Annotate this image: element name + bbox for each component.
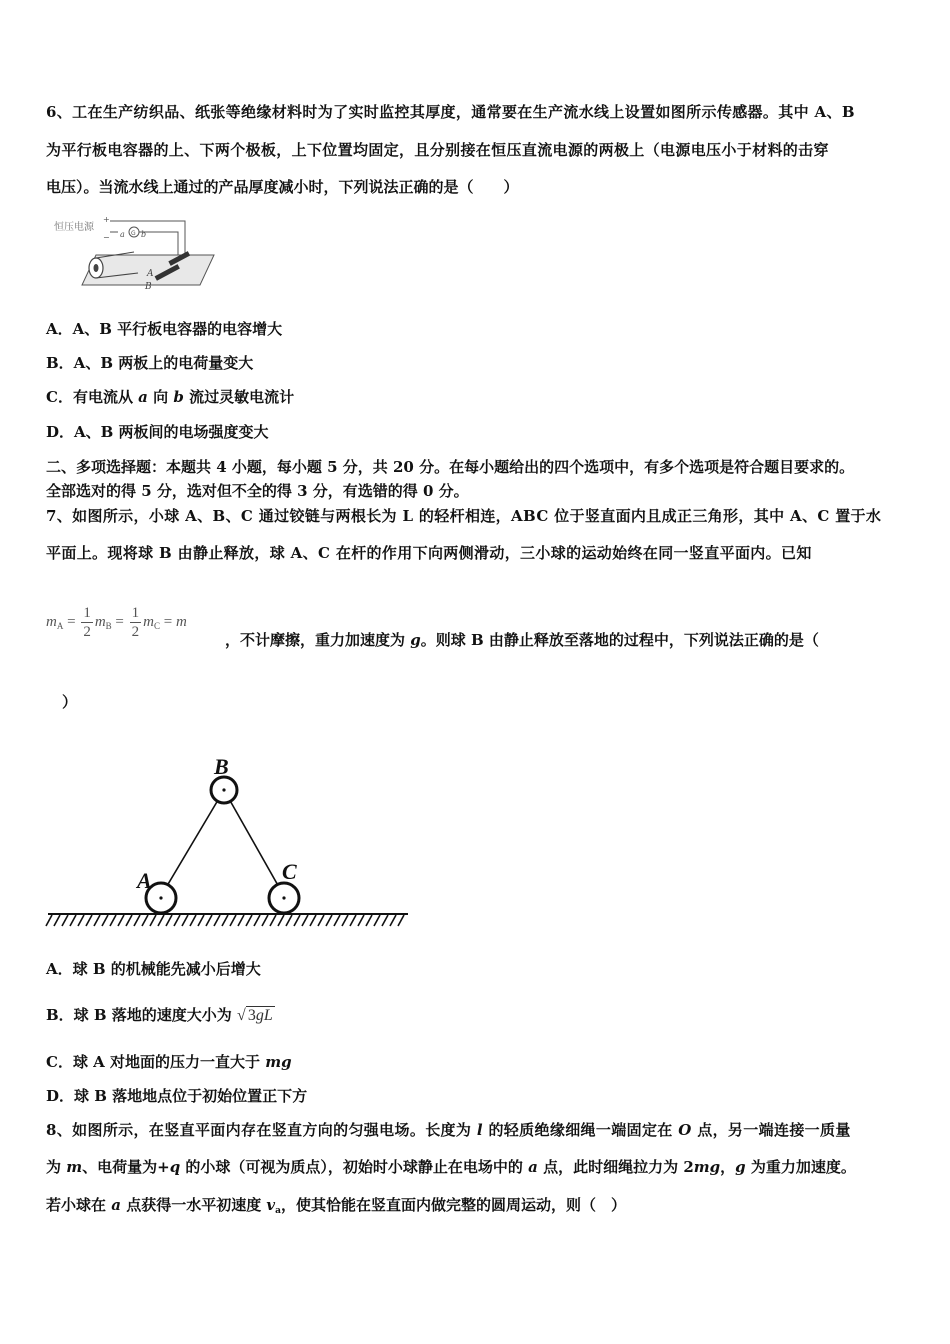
q7-line3-post: 。则球 B 由静止释放至落地的过程中，下列说法正确的是（	[420, 631, 819, 649]
q6-option-c-b: b	[173, 388, 184, 406]
ball-c-label: C	[282, 859, 297, 884]
q8-line2-mid1: 、电荷量为+	[82, 1158, 170, 1176]
rod-bc	[224, 790, 284, 896]
sqrt-number: 3	[247, 1007, 256, 1024]
galvanometer-b-label: b	[141, 230, 147, 239]
q7-option-c-pre: C．球 A 对地面的压力一直大于	[46, 1053, 266, 1071]
capacitor-sensor-figure	[50, 210, 220, 292]
power-plus: +	[103, 215, 110, 224]
ball-a-pin	[159, 896, 162, 899]
q8-line1-post: 点，另一端连接一质量	[691, 1121, 851, 1139]
q6-option-c-a: a	[138, 388, 148, 406]
q8-line2-mid3: 点，此时细绳拉力为 2	[537, 1158, 694, 1176]
ground-hatching	[46, 915, 404, 926]
q7-option-b	[46, 1005, 275, 1026]
q8-line2	[46, 1157, 856, 1177]
roll-left-core	[94, 264, 99, 272]
q7-line3-pre: ，不计摩擦，重力加速度为	[225, 631, 411, 649]
q7-line2: 平面上。现将球 B 由静止释放，球 A、C 在杆的作用下向两侧滑动，三小球的运动始终在同一竖直平面内。已知	[46, 544, 812, 562]
q8-line3	[46, 1195, 626, 1221]
ball-c-pin	[282, 896, 285, 899]
formula-frac-2-den: 2	[131, 624, 140, 640]
formula-m-b: m	[94, 613, 106, 630]
q6-line1: 6、工在生产纺织品、纸张等绝缘材料时为了实时监控其厚度，通常要在生产流水线上设置如图所示传感器。其中 A、B	[46, 103, 855, 121]
q8-line2-m: m	[66, 1158, 83, 1176]
formula-m-a: m	[46, 613, 57, 630]
q8-line2-g: g	[735, 1158, 746, 1176]
q6-option-c-pre: C．有电流从	[46, 388, 139, 406]
q8-line2-mg: mg	[693, 1158, 721, 1176]
q7-mass-formula	[46, 604, 187, 652]
q7-line3-g: g	[410, 631, 421, 649]
q8-line2-mid4: ，	[720, 1158, 736, 1176]
galvanometer-g-label: G	[131, 230, 136, 237]
section2-line2: 全部选对的得 5 分，选对但不全的得 3 分，有选错的得 0 分。	[46, 482, 469, 500]
ball-a-label: A	[137, 868, 152, 893]
triangle-balls-figure	[44, 752, 414, 930]
formula-frac-1-num: 1	[83, 605, 91, 621]
section2-line1: 二、多项选择题：本题共 4 小题，每小题 5 分，共 20 分。在每小题给出的四个选项中，有多个选项是符合题目要求的。	[46, 458, 855, 476]
q6-option-a: A．A、B 平行板电容器的电容增大	[46, 320, 283, 338]
power-minus: −	[103, 233, 110, 242]
formula-m-result: m	[175, 613, 187, 630]
q7-option-c	[46, 1052, 292, 1072]
q7-line3	[225, 630, 819, 650]
power-label: 恒压电源	[54, 222, 94, 233]
q8-line2-q: q	[169, 1158, 181, 1176]
q8-line2-pre: 为	[46, 1158, 67, 1176]
q8-line2-post: 为重力加速度。	[745, 1158, 856, 1176]
ball-b-label: B	[214, 754, 229, 779]
upper-wire	[110, 221, 185, 258]
plate-a-label: A	[147, 269, 154, 279]
formula-frac-1	[81, 604, 93, 641]
q8-line3-v: v	[266, 1196, 276, 1214]
formula-eq-3: =	[163, 613, 173, 630]
q6-option-c-post: 流过灵敏电流计	[183, 388, 295, 406]
q8-line1-mid: 的轻质绝缘细绳一端固定在	[482, 1121, 679, 1139]
formula-sub-a: A	[56, 620, 64, 631]
sqrt-expression: √ 3gL	[237, 1007, 273, 1024]
q6-option-b: B．A、B 两板上的电荷量变大	[46, 354, 254, 372]
q8-line1	[46, 1120, 851, 1140]
q8-line1-l: l	[476, 1121, 483, 1139]
q7-option-c-mg: mg	[265, 1053, 292, 1071]
ball-b-pin	[222, 788, 225, 791]
q6-option-c	[46, 387, 294, 407]
q8-line3-post: ，使其恰能在竖直面内做完整的圆周运动，则（ ）	[280, 1196, 626, 1214]
q7-option-d: D．球 B 落地地点位于初始位置正下方	[46, 1087, 308, 1105]
formula-sub-c: C	[153, 620, 160, 631]
formula-eq-1: =	[67, 613, 76, 630]
q8-line3-pre: 若小球在	[46, 1196, 112, 1214]
q7-option-b-text: B．球 B 落地的速度大小为	[46, 1006, 232, 1024]
sqrt-variable: gL	[255, 1007, 273, 1024]
q6-line2: 为平行板电容器的上、下两个极板，上下位置均固定，且分别接在恒压直流电源的两极上（电源电压小于材料的击穿	[46, 141, 829, 159]
q8-line2-mid2: 的小球（可视为质点），初始时小球静止在电场中的	[180, 1158, 529, 1176]
q8-line1-pre: 8、如图所示，在竖直平面内存在竖直方向的匀强电场。长度为	[46, 1121, 477, 1139]
plate-b-label: B	[145, 282, 152, 292]
q7-option-a: A．球 B 的机械能先减小后增大	[46, 960, 261, 978]
q8-line3-mid: 点获得一水平初速度	[120, 1196, 267, 1214]
q8-line3-vsub: a	[275, 1206, 281, 1216]
q8-line2-a: a	[528, 1158, 538, 1176]
q6-line3: 电压）。当流水线上通过的产品厚度减小时，下列说法正确的是（ ）	[46, 178, 519, 196]
formula-frac-2-num: 1	[131, 605, 140, 621]
formula-m-c: m	[143, 613, 154, 630]
q8-line1-o: O	[678, 1121, 692, 1139]
formula-eq-2: =	[115, 613, 124, 630]
formula-frac-1-den: 2	[83, 624, 91, 640]
q7-line4: ）	[62, 693, 78, 711]
q8-line3-a: a	[111, 1196, 121, 1214]
formula-frac-2	[130, 604, 142, 641]
q7-line1: 7、如图所示，小球 A、B、C 通过铰链与两根长为 L 的轻杆相连，ABC 位于竖直面内且成正三角形，其中 A、C 置于水	[46, 507, 882, 525]
q6-option-d: D．A、B 两板间的电场强度变大	[46, 423, 269, 441]
rod-ab	[161, 790, 224, 896]
q6-option-c-mid: 向	[147, 388, 174, 406]
galvanometer-a-label: a	[120, 230, 125, 239]
formula-sub-b: B	[105, 620, 112, 631]
